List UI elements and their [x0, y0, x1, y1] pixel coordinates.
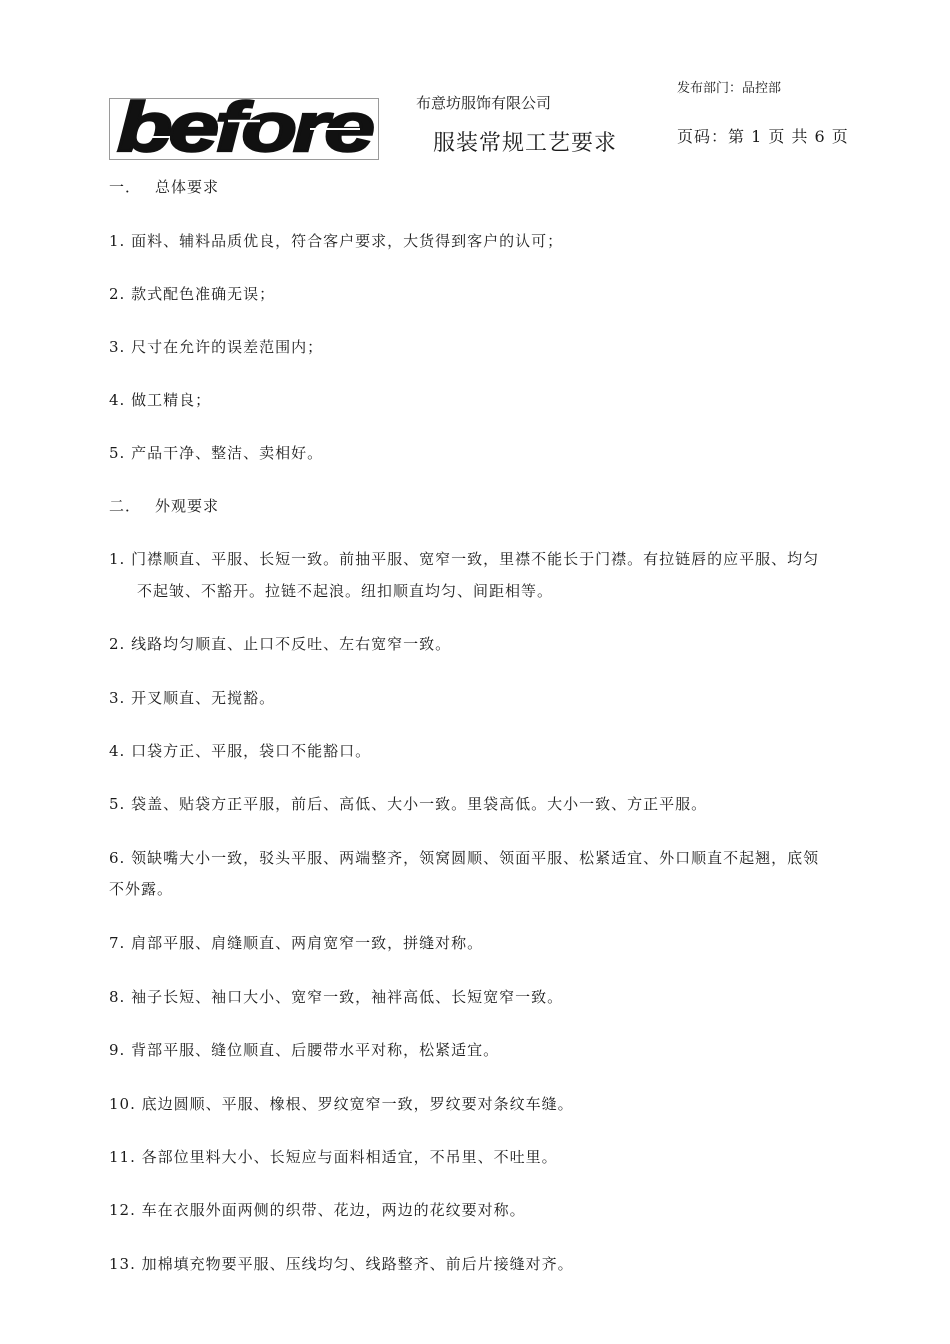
- item-number: 13.: [109, 1255, 136, 1273]
- issuing-department: 发布部门：品控部: [677, 81, 782, 96]
- item-text: 各部位里料大小、长短应与面料相适宜，不吊里、不吐里。: [141, 1148, 558, 1166]
- list-item: [109, 1199, 526, 1220]
- item-number: 8.: [109, 988, 126, 1006]
- item-continuation: 不起皱、不豁开。拉链不起浪。纽扣顺直均匀、间距相等。: [137, 582, 554, 600]
- item-number: 10.: [109, 1095, 136, 1113]
- item-number: 7.: [109, 934, 126, 952]
- item-number: 1.: [109, 232, 126, 250]
- item-number: 5.: [109, 795, 126, 813]
- item-continuation: 不外露。: [109, 880, 174, 898]
- item-number: 4.: [109, 391, 126, 409]
- list-item: [109, 442, 323, 463]
- item-text: 口袋方正、平服，袋口不能豁口。: [131, 742, 372, 760]
- list-item: [109, 230, 563, 251]
- list-item: [109, 986, 563, 1007]
- company-logo: [109, 98, 379, 160]
- item-text: 线路均匀顺直、止口不反吐、左右宽窄一致。: [131, 635, 452, 653]
- item-number: 2.: [109, 285, 126, 303]
- item-text: 开叉顺直、无搅豁。: [131, 689, 276, 707]
- item-text: 产品干净、整洁、卖相好。: [131, 444, 324, 462]
- list-item: [109, 1039, 499, 1060]
- section-number: 二．: [109, 497, 142, 515]
- item-text: 款式配色准确无误；: [131, 285, 276, 303]
- item-text: 领缺嘴大小一致，驳头平服、两端整齐，领窝圆顺、领面平服、松紧适宜、外口顺直不起翘，底领: [131, 849, 820, 867]
- logo-text: before: [117, 99, 373, 159]
- section-heading: [109, 176, 219, 197]
- item-number: 5.: [109, 444, 126, 462]
- list-item: [109, 847, 819, 868]
- section-title: 外观要求: [155, 497, 220, 515]
- item-text: 做工精良；: [131, 391, 212, 409]
- list-item: [109, 740, 371, 761]
- list-item: [109, 548, 819, 569]
- item-number: 11.: [109, 1148, 136, 1166]
- section-number: 一．: [109, 178, 142, 196]
- item-text: 面料、辅料品质优良，符合客户要求，大货得到客户的认可；: [131, 232, 564, 250]
- item-number: 9.: [109, 1041, 126, 1059]
- item-text: 车在衣服外面两侧的织带、花边，两边的花纹要对称。: [141, 1201, 526, 1219]
- item-number: 3.: [109, 689, 126, 707]
- item-number: 6.: [109, 849, 126, 867]
- item-number: 12.: [109, 1201, 136, 1219]
- list-item: [109, 1146, 558, 1167]
- item-text: 尺寸在允许的误差范围内；: [131, 338, 324, 356]
- section-title: 总体要求: [155, 178, 220, 196]
- page-number: 页码：第 1 页 共 6 页: [677, 127, 849, 146]
- item-text: 背部平服、缝位顺直、后腰带水平对称，松紧适宜。: [131, 1041, 500, 1059]
- company-name: 布意坊服饰有限公司: [416, 94, 552, 112]
- item-number: 2.: [109, 635, 126, 653]
- list-item: [109, 793, 707, 814]
- list-item: [109, 1093, 574, 1114]
- document-title: 服装常规工艺要求: [433, 131, 618, 156]
- list-item: [109, 932, 483, 953]
- list-item: [109, 687, 275, 708]
- item-number: 4.: [109, 742, 126, 760]
- item-text: 肩部平服、肩缝顺直、两肩宽窄一致，拼缝对称。: [131, 934, 484, 952]
- list-item: [109, 1253, 574, 1274]
- item-text: 底边圆顺、平服、橡根、罗纹宽窄一致，罗纹要对条纹车缝。: [141, 1095, 574, 1113]
- list-item: [109, 283, 275, 304]
- list-item: [109, 633, 451, 654]
- item-number: 3.: [109, 338, 126, 356]
- item-text: 袖子长短、袖口大小、宽窄一致，袖袢高低、长短宽窄一致。: [131, 988, 564, 1006]
- logo-wordmark: [110, 99, 378, 159]
- item-text: 袋盖、贴袋方正平服，前后、高低、大小一致。里袋高低。大小一致、方正平服。: [131, 795, 708, 813]
- section-heading: [109, 495, 219, 516]
- item-number: 1.: [109, 550, 126, 568]
- item-text: 门襟顺直、平服、长短一致。前抽平服、宽窄一致，里襟不能长于门襟。有拉链唇的应平服、均匀: [131, 550, 820, 568]
- list-item: [109, 389, 211, 410]
- item-text: 加棉填充物要平服、压线均匀、线路整齐、前后片接缝对齐。: [141, 1255, 574, 1273]
- list-item: [109, 336, 323, 357]
